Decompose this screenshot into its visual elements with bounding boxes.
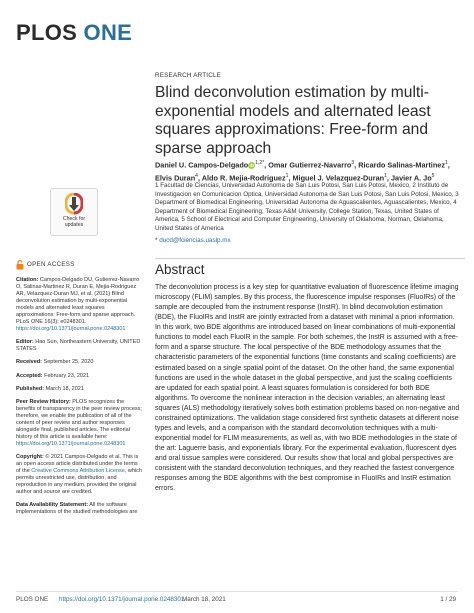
copyright-text-end: , which permits unrestricted use, distribution, and reproduction in any medium, provided the original author and source are credited.	[16, 468, 142, 496]
peer-review-history	[16, 399, 142, 448]
author-affiliation-sup: 3	[351, 160, 355, 166]
corresponding-author-mark: *	[262, 160, 265, 166]
accepted	[16, 373, 142, 380]
author-name[interactable]: , Miguel J. Velazquez-Duran	[288, 173, 385, 183]
data-availability	[16, 502, 142, 516]
email-link[interactable]: ducd@fciencias.uaslp.mx	[159, 237, 231, 244]
citation-label: Citation:	[16, 277, 39, 283]
data-availability-text: All the software implementations of the studied methodologies are	[16, 502, 138, 516]
author-name[interactable]: , Ricardo Salinas-Martinez	[354, 160, 445, 170]
footer-doi-link[interactable]: https://doi.org/10.1371/journal.pone.0248301	[59, 596, 185, 603]
citation-doi-link[interactable]: https://doi.org/10.1371/journal.pone.0248301	[16, 326, 126, 333]
corresponding-prefix: *	[155, 237, 160, 244]
peer-review-link[interactable]: https://doi.org/10.1371/journal.pone.0248301	[16, 440, 126, 447]
received-date: September 25, 2020	[43, 359, 94, 366]
orcid-icon[interactable]: iD	[249, 163, 255, 168]
editor-label: Editor:	[16, 339, 34, 346]
author-list: Daniel U. Campos-DelgadoiD$^{1,2*}$, Omar Gutierrez-Navarro$^3$, Ricardo Salinas-Martinez$^1$, Elvis Duran$^4$, Aldo R. Mejia-Rodriguez$^1$, Miguel J. Velazquez-Duran$^1$, Javier A. Jo$^5$	[155, 160, 450, 183]
check-for-updates-badge[interactable]	[50, 188, 98, 236]
check-updates-icon	[65, 193, 83, 215]
cc-license-link[interactable]: Creative Commons Attribution License	[31, 468, 125, 475]
author-affiliation-sup: 4	[195, 172, 198, 179]
author-affiliation-sup: 1	[445, 160, 448, 166]
accepted-label: Accepted:	[16, 372, 43, 379]
footer-journal: PLOS ONE	[16, 596, 49, 603]
footer-divider	[16, 591, 458, 592]
corresponding-email	[155, 237, 231, 244]
open-access-label: OPEN ACCESS	[27, 261, 75, 269]
author-affiliation-sup: 1,2	[255, 160, 263, 166]
accepted-date: February 23, 2021	[44, 372, 90, 379]
article-title: Blind deconvolution estimation by multi-exponential models and alternated least squares approximations: Free-form and sparse approach	[155, 84, 431, 157]
page-number: 1 / 29	[440, 596, 456, 603]
badge-line1: Check for	[62, 216, 86, 222]
citation	[16, 277, 142, 333]
copyright-label: Copyright:	[16, 453, 44, 460]
badge-line2: updates	[64, 222, 84, 228]
open-access-row	[16, 260, 142, 270]
author-affiliation-sup: 5	[431, 172, 435, 179]
received-label: Received:	[16, 359, 42, 366]
published-date: March 18, 2021	[45, 385, 84, 392]
author-name[interactable]: , Javier A. Jo	[386, 173, 432, 183]
author-name[interactable]: Daniel U. Campos-Delgado	[155, 160, 249, 170]
citation-text: Campos-Delgado DU, Gutierrez-Navarro O, Salinas-Martinez R, Duran E, Mejia-Rodriguez AR, Velazquez-Duran MJ, et al. (2021) Blind deconvolution estimation by multi-exponential models and alternated least squares approximations: Free-form and sparse approach. PLoS ONE 16(3): e0248301.	[16, 277, 140, 326]
article-info-sidebar	[16, 260, 142, 522]
data-availability-label: Data Availability Statement:	[16, 502, 89, 509]
author-name[interactable]: Elvis Duran	[155, 173, 196, 183]
copyright-text: © 2021 Campos-Delgado et al. This is an open access article distributed under the terms of the	[16, 453, 139, 475]
peer-review-text: PLOS recognizes the benefits of transparency in the peer review process; therefore, we enable the publication of all of the content of peer review and author responses alongside final, published articles. The editorial history of this article is available here:	[16, 398, 142, 440]
article-type: RESEARCH ARTICLE	[155, 72, 222, 79]
abstract-text: The deconvolution process is a key step for quantitative evaluation of fluorescence lifetime imaging microscopy (FLIM) samples. By this process, the fluorescence impulse responses (FluoIRs) of the sample are decoupled from the instrument response (InstR). In blind deconvolution estimation (BDE), the FluoIRs and InstR are jointly extracted from a dataset with minimal a priori information. In this work, two BDE algorithms are introduced based on linear combinations of multi-exponential functions to model each FluoIR in the sample. For both schemes, the InstR is assumed with a free-form and a sparse structure. The local perspective of the BDE methodology assumes that the characteristic parameters of the exponential functions (time constants and scaling coefficients) are estimated based on a single spatial point of the dataset. On the other hand, the same exponential functions are used in the whole dataset in the global perspective, and just the scaling coefficients are updated for each spatial point. A least squares formulation is considered for both BDE algorithms. To overcome the nonlinear interaction in the decision variables, an alternating least squares (ALS) methodology iteratively solves both estimation problems based on non-negative and constrained optimizations. The validation stage considered first synthetic datasets at different noise types and levels, and a comparison with the standard deconvolution techniques with a multi-exponential model for FLIM measurements, as well as, with two BDE methodologies in the state of the art: Laguerre basis, and exponentials library. For the experimental evaluation, fluorescent dyes and oral tissue samples were considered. Our results show that local and global perspectives are consistent with the standard deconvolution techniques, and they reached the fastest convergence responses among the BDE algorithms with the best compromise in FluoIRs and InstR estimation errors.	[155, 284, 460, 493]
logo-plos: PLOS	[16, 20, 78, 45]
divider	[155, 258, 465, 259]
published	[16, 386, 142, 393]
editor-text: Hao Sun, Northeastern University, UNITED STATES	[16, 339, 141, 353]
open-lock-icon	[16, 260, 24, 270]
received	[16, 359, 142, 366]
editor	[16, 339, 142, 353]
copyright	[16, 454, 142, 496]
author-name[interactable]: , Aldo R. Mejia-Rodriguez	[197, 173, 286, 183]
footer-date: March 18, 2021	[182, 596, 226, 603]
author-name[interactable]: , Omar Gutierrez-Navarro	[264, 160, 352, 170]
abstract-heading: Abstract	[155, 262, 205, 277]
page-footer	[16, 596, 456, 603]
affiliations: 1 Facultad de Ciencias, Universidad Autonoma de San Luis Potosi, San Luis Potosi, Mexico, 2 Instituto de Investigacion en Comunicacion Optica, Universidad Autonoma de San Luis Potosi, San Luis Potosi, Mexico, 3 Department of Biomedical Engineering, Universidad Autonoma de Aguascalientes, Aguascalientes, Mexico, 4 Department of Biomedical Engineering, Texas A&M University, College Station, Texas, United States of America, 5 School of Electrical and Computer Engineering, University of Oklahoma, Norman, Oklahoma, United States of America	[155, 182, 459, 232]
author-affiliation-sup: 1	[384, 172, 387, 179]
author-affiliation-sup: 1	[285, 172, 289, 179]
plos-one-logo[interactable]	[16, 20, 132, 46]
peer-review-label: Peer Review History:	[16, 398, 71, 405]
published-label: Published:	[16, 385, 45, 392]
logo-one: ONE	[83, 20, 133, 45]
